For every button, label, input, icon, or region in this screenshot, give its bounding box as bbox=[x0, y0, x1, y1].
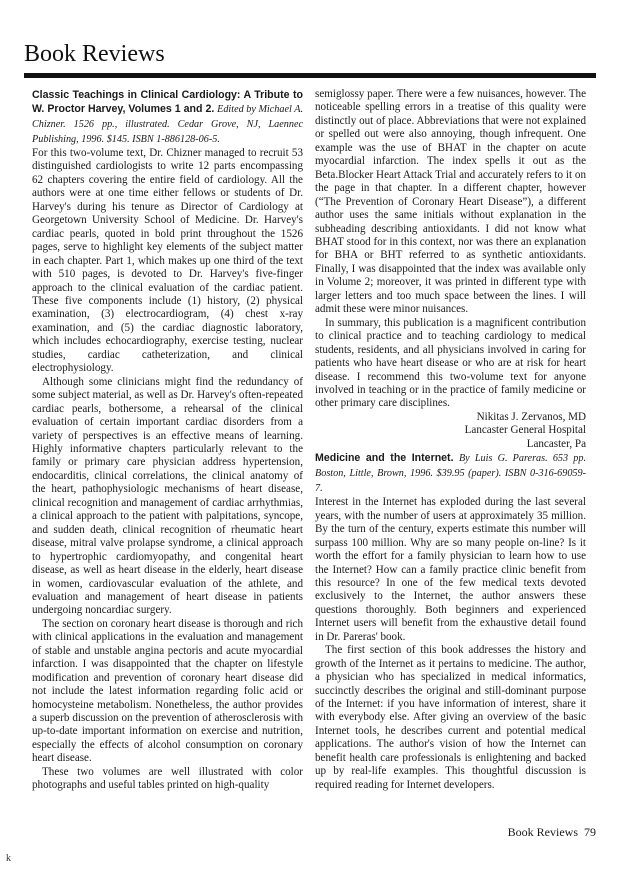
review-paragraph: For this two-volume text, Dr. Chizner managed to recruit 53 distinguished cardiologists to write 12 parts encompassing 62 chapters covering the entire field of cardiology. All the authors were at one time either fellows or students of Dr. Harvey's during his tenure as Director of Cardiology at Georgetown University School of Medicine. Dr. Harvey's cardiac pearls, quoted in bold print throughout the 1526 pages, serve to highlight key elements of the subject matter in each chapter. Part 1, which makes up one third of the text with 510 pages, is devoted to Dr. Harvey's five-finger approach to the clinical evaluation of the cardiac patient. These five components include (1) history, (2) physical examination, (3) electrocardiogram, (4) chest x-ray examination, and (5) the cardiac diagnostic laboratory, which includes echocardiography, exercise testing, nuclear studies, cardiac catheterization, and clinical electrophysiology. bbox=[32, 147, 303, 375]
reviewer-affiliation: Lancaster General Hospital bbox=[464, 424, 586, 437]
page-number: 79 bbox=[584, 825, 596, 839]
review-heading bbox=[315, 451, 586, 496]
review-title: Medicine and the Internet. bbox=[315, 452, 454, 465]
review-paragraph: The first section of this book addresses the history and growth of the Internet as it pertains to medicine. The author, a physician who has specialized in medical informatics, succinctly describes the original and still-dominant purpose of the Internet: if you have information of interest, share it with everybody else. After giving an overview of the basic Internet tools, he describes current and potential medical applications. The author's vision of how the Internet can benefit health care professionals is enlightening and backed up by real-life examples. This thoughtful discussion is required reading for Internet developers. bbox=[315, 644, 586, 791]
reviewer-name: Nikitas J. Zervanos, MD bbox=[476, 410, 586, 423]
review-paragraph: In summary, this publication is a magnificent contribution to clinical practice and to teaching cardiology to medical students, residents, and all physicians involved in caring for patients who have heart disease or who are at risk for heart disease. I recommend this two-volume text for anyone involved in teaching or in the practice of family medicine or other primary care disciplines. bbox=[315, 316, 586, 410]
left-column bbox=[32, 88, 303, 793]
review-paragraph: Interest in the Internet has exploded during the last several years, with the number of users at approximately 35 million. By the turn of the century, experts estimate this number will surpass 100 million. Why are so many people on-line? Is it worth the effort for a family physician to learn how to use the Internet? How can a family practice clinic benefit from this resource? In one of the few medical texts devoted exclusively to the Internet, the author answers these questions thoroughly. Both beginners and experienced Internet users will benefit from the exhaustive detail found in Dr. Pareras' book. bbox=[315, 496, 586, 643]
review-title: Classic Teachings in Clinical Cardiology: A Tribute to W. Proctor Harvey, Volumes 1 and 2. bbox=[32, 89, 303, 115]
review-bibliographic: Edited by Michael A. Chizner. 1526 pp., illustrated. Cedar Grove, NJ, Laennec Publishing, 1996. $145. ISBN 1-886128-06-5. bbox=[32, 104, 303, 145]
reviewer-location: Lancaster, Pa bbox=[526, 437, 586, 450]
review-paragraph-continued: semiglossy paper. There were a few nuisances, however. The noticeable spelling errors in a treatise of this quality were distinctly out of place. Abbreviations that were not explained or spelled out were also annoying, though infrequent. One example was the use of BHAT in the chapter on acute myocardial infarction. The index spells it out as the Beta.Blocker Heart Attack Trial and accurately refers to it on the page in that chapter. In a different chapter, however (“The Prevention of Coronary Heart Disease”), a different author uses the same initials without explanation in the subheading describing antioxidants. I did not know what BHAT stood for in this context, nor was there an explanation for BHA or BHT referred to as synthetic antioxidants. Finally, I was disappointed that the index was available only in Volume 2; moreover, it was printed in different type with larger letters and too much space between the lines. I will admit these were minor nuisances. bbox=[315, 88, 586, 316]
review-paragraph: These two volumes are well illustrated with color photographs and useful tables printed on high-quality bbox=[32, 765, 303, 792]
section-title: Book Reviews bbox=[24, 41, 165, 67]
review-paragraph: The section on coronary heart disease is thorough and rich with clinical applications in the evaluation and management of stable and unstable angina pectoris and acute myocardial infarction. I was disappointed that the chapter on lifestyle modification and prevention of coronary heart disease did not include the latest information regarding folic acid or homocysteine metabolism. Nonetheless, the author provides a superb discussion on the prevention of atherosclerosis with up-to-date important information on exercise and nutrition, especially the effects of alcohol consumption on coronary heart disease. bbox=[32, 617, 303, 765]
review-heading bbox=[32, 88, 303, 147]
section-rule bbox=[24, 73, 596, 78]
review-paragraph: Although some clinicians might find the redundancy of some subject material, as well as Dr. Harvey's often-repeated cardiac pearls, bothersome, a rehearsal of the clinical evaluation of certain important cardiac disorders from a variety of perspectives is an effective means of learning. Highly informative chapters particularly relevant to the family or primary care physician address hypertension, endocarditis, clinical correlations, the clinical anatomy of the heart, pathophysiologic mechanisms of heart disease, clinical recognition and management of cardiac arrhythmias, a clinical approach to the patient with palpitations, syncope, and sudden death, clinical recognition of rheumatic heart disease, mitral valve prolapse syndrome, a clinical approach to hypertrophic cardiomyopathy, and congenital heart disease, as well as heart disease in the elderly, heart disease in women, cardiovascular evaluation of the athlete, and evaluation and management of heart disease in patients undergoing noncardiac surgery. bbox=[32, 375, 303, 617]
scan-mark: k bbox=[6, 853, 11, 864]
review-bibliographic: By Luis G. Pareras. 653 pp. Boston, Little, Brown, 1996. $39.95 (paper). ISBN 0-316-69059-7. bbox=[315, 453, 586, 495]
reviewer-signature bbox=[315, 411, 586, 451]
right-column bbox=[315, 88, 586, 792]
running-title: Book Reviews bbox=[507, 825, 578, 839]
page-footer bbox=[470, 825, 596, 839]
